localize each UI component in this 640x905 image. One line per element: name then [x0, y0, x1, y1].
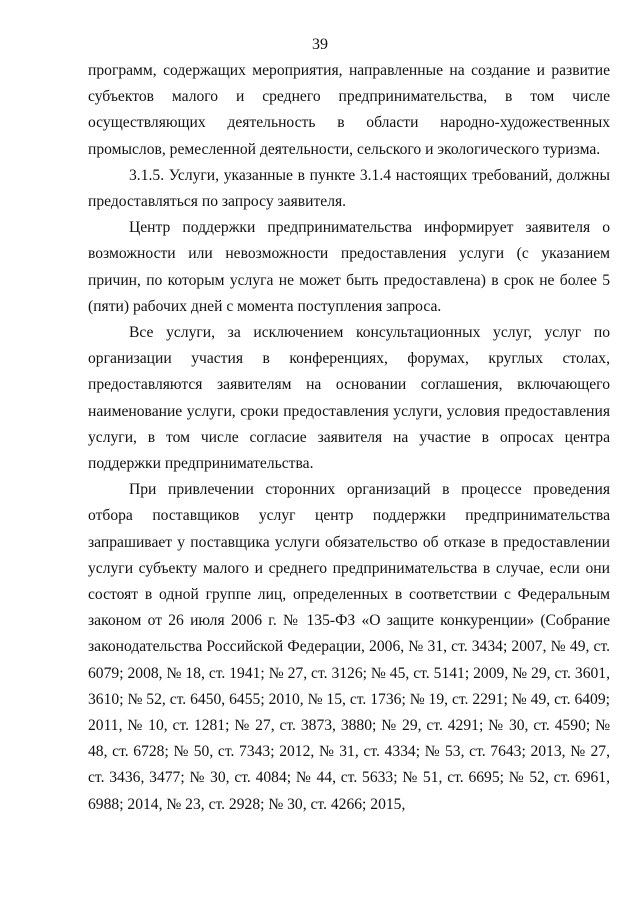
page-number: 39 — [312, 36, 328, 53]
document-body — [88, 58, 610, 818]
paragraph-center-informs: Центр поддержки предпринимательства информирует заявителя о возможности или невозможности предоставления услуги (с указанием причин, по которым услуга не может быть предоставлена) в срок не более 5 (пяти) рабочих дней с момента поступления запроса. — [88, 219, 610, 315]
paragraph-clause-3-1-5: 3.1.5. Услуги, указанные в пункте 3.1.4 настоящих требований, должны предоставляться по запросу заявителя. — [88, 166, 610, 211]
paragraph-all-services: Все услуги, за исключением консультационных услуг, услуг по организации участия в конференциях, форумах, круглых столах, предоставляются заявителям на основании соглашения, включающего наименование услуги, сроки предоставления услуги, условия предоставления услуги, в том числе согласие заявителя на участие в опросах центра поддержки предпринимательства. — [88, 324, 610, 473]
paragraph-continuation: программ, содержащих мероприятия, направленные на создание и развитие субъектов малого и среднего предпринимательства, в том числе осуществляющих деятельность в области народно-художественных промыслов, ремесленной деятельности, сельского и экологического туризма. — [88, 62, 610, 158]
paragraph-third-party: При привлечении сторонних организаций в процессе проведения отбора поставщиков услуг центр поддержки предпринимательства запрашивает у поставщика услуги обязательство об отказе в предоставлении услуги субъекту малого и среднего предпринимательства в случае, если они состоят в одной группе лиц, определенных в соответствии с Федеральным законом от 26 июля 2006 г. № 135-ФЗ «О защите конкуренции» (Собрание законодательства Российской Федерации, 2006, № 31, ст. 3434; 2007, № 49, ст. 6079; 2008, № 18, ст. 1941; № 27, ст. 3126; № 45, ст. 5141; 2009, № 29, ст. 3601, 3610; № 52, ст. 6450, 6455; 2010, № 15, ст. 1736; № 19, ст. 2291; № 49, ст. 6409; 2011, № 10, ст. 1281; № 27, ст. 3873, 3880; № 29, ст. 4291; № 30, ст. 4590; № 48, ст. 6728; № 50, ст. 7343; 2012, № 31, ст. 4334; № 53, ст. 7643; 2013, № 27, ст. 3436, 3477; № 30, ст. 4084; № 44, ст. 5633; № 51, ст. 6695; № 52, ст. 6961, 6988; 2014, № 23, ст. 2928; № 30, ст. 4266; 2015, — [88, 481, 610, 813]
